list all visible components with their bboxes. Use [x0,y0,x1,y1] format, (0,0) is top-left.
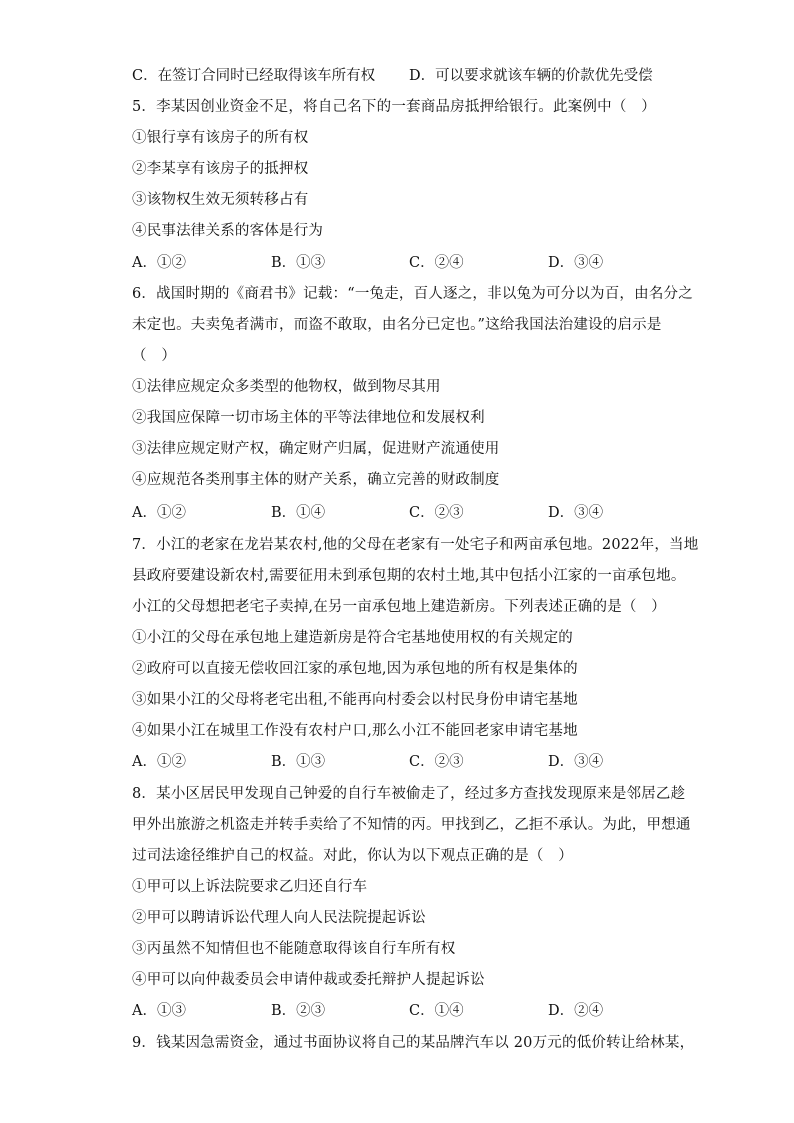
question-5-item: ②李某享有该房子的抵押权 [132,161,309,177]
question-7-item: ①小江的父母在承包地上建造新房是符合宅基地使用权的有关规定的 [132,630,573,646]
option-c: C．在签订合同时已经取得该车所有权 [132,68,376,84]
option-d: D．可以要求就该车辆的价款优先受偿 [409,68,653,84]
question-8-option-c: C．①④ [409,1003,464,1019]
question-6-option-d: D．③④ [548,505,604,521]
question-5-option-b: B．①③ [271,255,326,271]
question-6-option-c: C．②③ [409,505,464,521]
question-6-option-b: B．①④ [271,505,326,521]
question-7-item: ②政府可以直接无偿收回江家的承包地,因为承包地的所有权是集体的 [132,661,578,677]
question-8-item: ②甲可以聘请诉讼代理人向人民法院提起诉讼 [132,910,426,926]
question-8-stem: 8．某小区居民甲发现自己钟爱的自行车被偷走了，经过多方查找发现原来是邻居乙趁 [132,786,686,802]
question-6-item: ③法律应规定财产权，确定财产归属，促进财产流通使用 [132,441,500,457]
question-7-option-d: D．③④ [548,754,604,770]
question-6-item: ④应规范各类刑事主体的财产关系，确立完善的财政制度 [132,472,500,488]
question-5-option-a: A．①② [132,255,186,271]
question-8-stem: 过司法途径维护自己的权益。对此，你认为以下观点正确的是（ ） [132,848,573,864]
question-7-option-c: C．②③ [409,754,464,770]
question-6-stem: 6．战国时期的《商君书》记载：“一兔走，百人逐之，非以兔为可分以为百，由名分之 [132,286,693,302]
question-7-item: ④如果小江在城里工作没有农村户口,那么小江不能回老家申请宅基地 [132,723,578,739]
question-5-option-c: C．②④ [409,255,464,271]
question-8-option-b: B．②③ [271,1003,326,1019]
question-5-item: ③该物权生效无须转移占有 [132,192,309,208]
question-6-stem: 未定也。夫卖兔者满市，而盗不敢取，由名分已定也。”这给我国法治建设的启示是 [132,317,662,333]
question-6-option-a: A．①② [132,505,186,521]
question-6-item: ①法律应规定众多类型的他物权，做到物尽其用 [132,379,441,395]
question-7-stem: 县政府要建设新农村,需要征用未到承包期的农村土地,其中包括小江家的一亩承包地。 [132,568,686,584]
question-7-option-a: A．①② [132,754,186,770]
question-7-item: ③如果小江的父母将老宅出租,不能再向村委会以村民身份申请宅基地 [132,692,578,708]
question-8-option-a: A．①③ [132,1003,186,1019]
question-7-stem: 7．小江的老家在龙岩某农村,他的父母在老家有一处宅子和两亩承包地。2022年，当地 [132,537,699,553]
question-6-stem: （ ） [132,348,177,364]
question-5-item: ①银行享有该房子的所有权 [132,130,309,146]
question-7-stem: 小江的父母想把老宅子卖掉,在另一亩承包地上建造新房。下列表述正确的是（ ） [132,599,667,615]
question-8-option-d: D．②④ [548,1003,604,1019]
question-5-item: ④民事法律关系的客体是行为 [132,223,324,239]
question-5-stem: 5．李某因创业资金不足，将自己名下的一套商品房抵押给银行。此案例中（ ） [132,99,656,115]
question-7-option-b: B．①③ [271,754,326,770]
question-8-item: ④甲可以向仲裁委员会申请仲裁或委托辩护人提起诉讼 [132,972,485,988]
question-8-item: ①甲可以上诉法院要求乙归还自行车 [132,879,368,895]
question-9-stem: 9．钱某因急需资金，通过书面协议将自己的某品牌汽车以 20万元的低价转让给林某， [132,1035,695,1051]
question-8-stem: 甲外出旅游之机盗走并转手卖给了不知情的丙。甲找到乙，乙拒不承认。为此，甲想通 [132,817,691,833]
question-6-item: ②我国应保障一切市场主体的平等法律地位和发展权利 [132,410,485,426]
question-8-item: ③丙虽然不知情但也不能随意取得该自行车所有权 [132,941,456,957]
question-5-option-d: D．③④ [548,255,604,271]
